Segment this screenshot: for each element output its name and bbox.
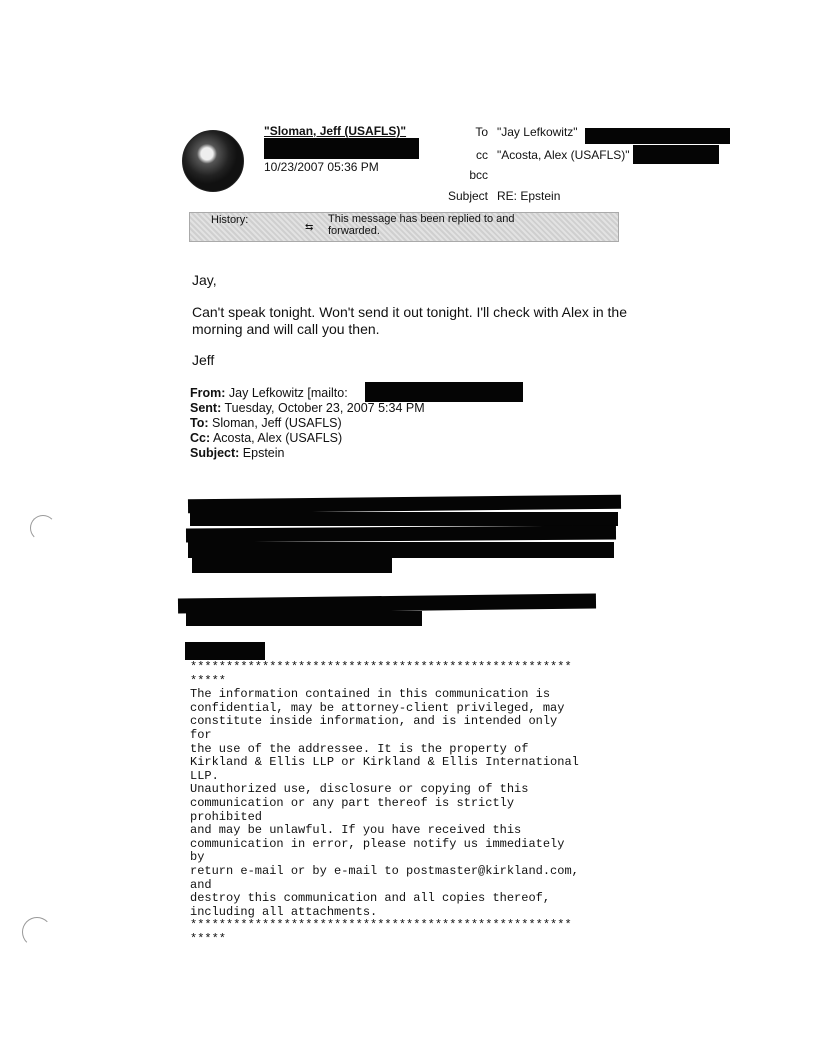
original-to xyxy=(190,416,342,431)
reply-forward-icon: ⇆ xyxy=(305,222,314,233)
redaction-block xyxy=(188,542,614,558)
scan-mark xyxy=(30,515,56,541)
cc-label-original: Cc: xyxy=(190,431,211,445)
original-from xyxy=(190,386,348,401)
to-label-original: To: xyxy=(190,416,209,430)
scan-mark xyxy=(22,917,52,947)
original-subject xyxy=(190,446,285,461)
sent-value: Tuesday, October 23, 2007 5:34 PM xyxy=(224,401,425,415)
cc-value-original: Acosta, Alex (USAFLS) xyxy=(212,431,343,445)
bcc-label: bcc xyxy=(469,168,488,182)
subject-label-original: Subject: xyxy=(190,446,240,460)
redaction-block xyxy=(264,138,419,159)
redaction-block xyxy=(186,525,616,542)
history-label: History: xyxy=(211,214,249,226)
redaction-block xyxy=(365,382,523,402)
sent-date: 10/23/2007 05:36 PM xyxy=(264,160,379,174)
subject-value-original: Epstein xyxy=(242,446,285,460)
sender-name[interactable]: "Sloman, Jeff (USAFLS)" xyxy=(264,124,407,138)
redaction-block xyxy=(190,512,618,526)
sent-label: Sent: xyxy=(190,401,222,415)
cc-label: cc xyxy=(476,148,488,162)
cc-value: "Acosta, Alex (USAFLS)" xyxy=(497,148,630,162)
history-text: This message has been replied to and forwarded. xyxy=(328,213,515,237)
reply-body: Can't speak tonight. Won't send it out tonight. I'll check with Alex in the morning and will call you then. xyxy=(192,304,628,337)
redaction-block xyxy=(585,128,730,144)
subject-value: RE: Epstein xyxy=(497,189,561,203)
original-sent xyxy=(190,401,425,416)
signature: Jeff xyxy=(192,352,215,368)
redaction-block xyxy=(186,611,422,626)
from-value: Jay Lefkowitz [mailto: xyxy=(228,386,348,400)
redaction-block xyxy=(185,642,265,660)
to-value: "Jay Lefkowitz" xyxy=(497,125,578,139)
subject-label: Subject xyxy=(447,189,488,203)
redaction-block xyxy=(633,145,719,164)
original-cc xyxy=(190,431,342,446)
to-value-original: Sloman, Jeff (USAFLS) xyxy=(212,416,342,430)
legal-disclaimer: ***************************************************** ***** The information contained in this communication is confidential, may be attorney-client privileged, may constitute inside information, and is intended only for the use of the addressee. It is the property of Kirkland & Ellis LLP or Kirkland & Ellis International LLP. Unauthorized use, disclosure or copying of this communication or any part thereof is strictly prohibited and may be unlawful. If you have received this communication in error, please notify us immediately by return e-mail or by e-mail to postmaster@kirkland.com, and destroy this communication and all copies thereof, including all attachments. ***************************************************** ***** xyxy=(190,660,579,946)
to-label: To xyxy=(475,125,488,139)
sender-avatar xyxy=(182,130,244,192)
redaction-block xyxy=(188,495,621,514)
redaction-block xyxy=(192,558,392,573)
greeting: Jay, xyxy=(192,272,217,288)
from-label: From: xyxy=(190,386,226,400)
